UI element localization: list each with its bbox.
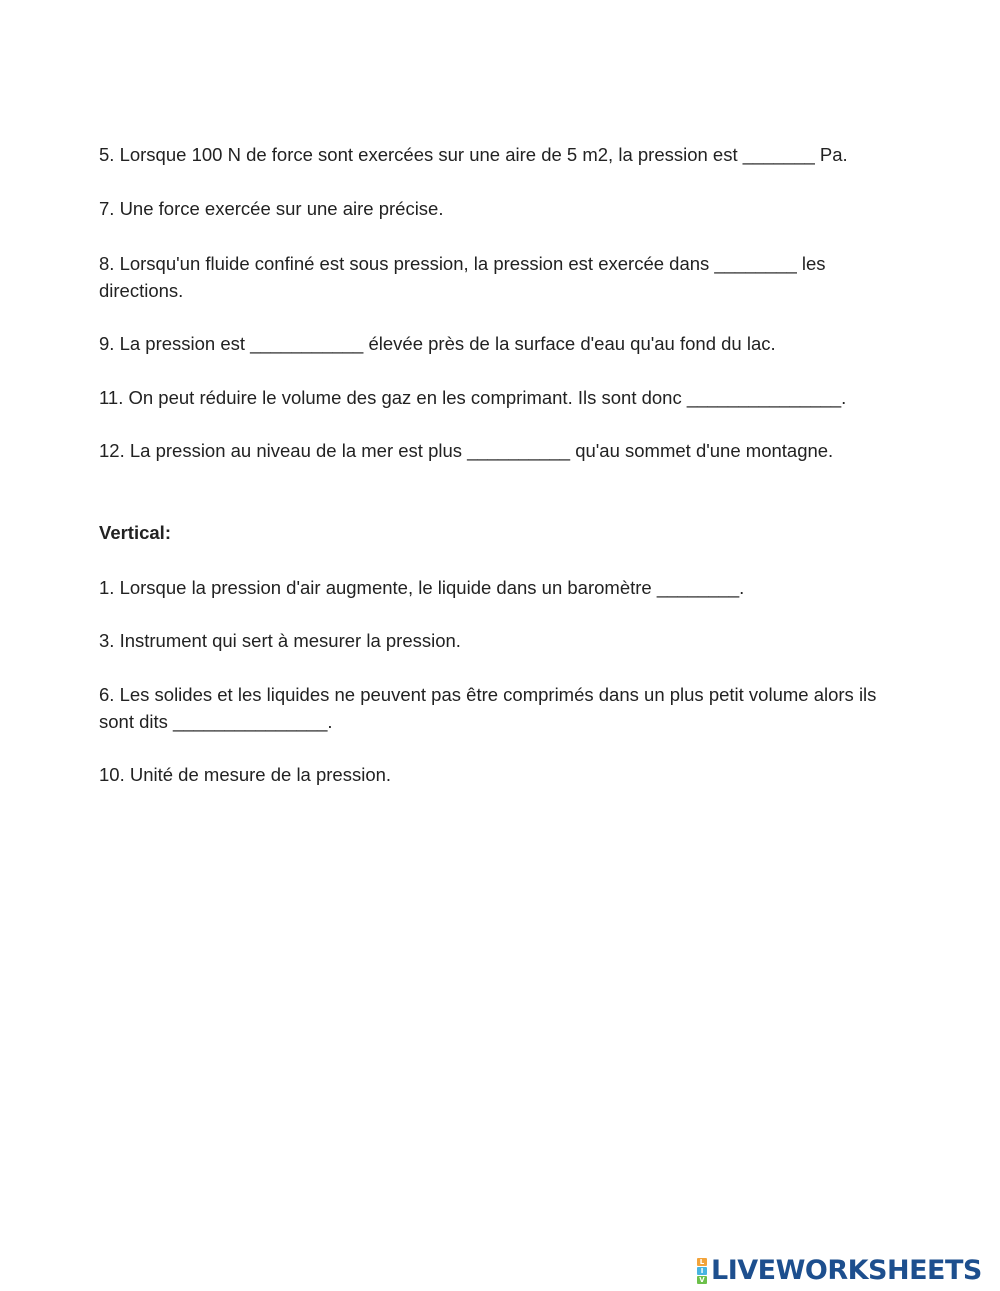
logo-blocks-icon <box>697 1258 707 1284</box>
clue-vertical-1: 1. Lorsque la pression d'air augmente, le liquide dans un baromètre ________. <box>99 577 745 598</box>
clue-horizontal-7: 7. Une force exercée sur une aire précise. <box>99 198 444 219</box>
logo-text: LIVEWORKSHEETS <box>711 1255 982 1286</box>
logo-block-l: L <box>697 1258 707 1266</box>
liveworksheets-logo <box>697 1256 982 1286</box>
clue-horizontal-5: 5. Lorsque 100 N de force sont exercées sur une aire de 5 m2, la pression est _______ Pa. <box>99 144 848 165</box>
logo-block-v: V <box>697 1276 707 1284</box>
clue-horizontal-8: 8. Lorsqu'un fluide confiné est sous pression, la pression est exercée dans ________ les directions. <box>99 253 826 301</box>
clue-horizontal-12: 12. La pression au niveau de la mer est plus __________ qu'au sommet d'une montagne. <box>99 440 834 461</box>
clue-vertical-3: 3. Instrument qui sert à mesurer la pression. <box>99 630 461 651</box>
clue-horizontal-11: 11. On peut réduire le volume des gaz en les comprimant. Ils sont donc _______________. <box>99 387 847 408</box>
clue-vertical-10: 10. Unité de mesure de la pression. <box>99 764 392 785</box>
logo-block-i: I <box>697 1267 707 1275</box>
clue-horizontal-9: 9. La pression est ___________ élevée près de la surface d'eau qu'au fond du lac. <box>99 333 776 354</box>
clue-vertical-6: 6. Les solides et les liquides ne peuvent pas être comprimés dans un plus petit volume alors ils sont dits _______________. <box>99 684 877 732</box>
vertical-heading: Vertical: <box>99 522 171 543</box>
